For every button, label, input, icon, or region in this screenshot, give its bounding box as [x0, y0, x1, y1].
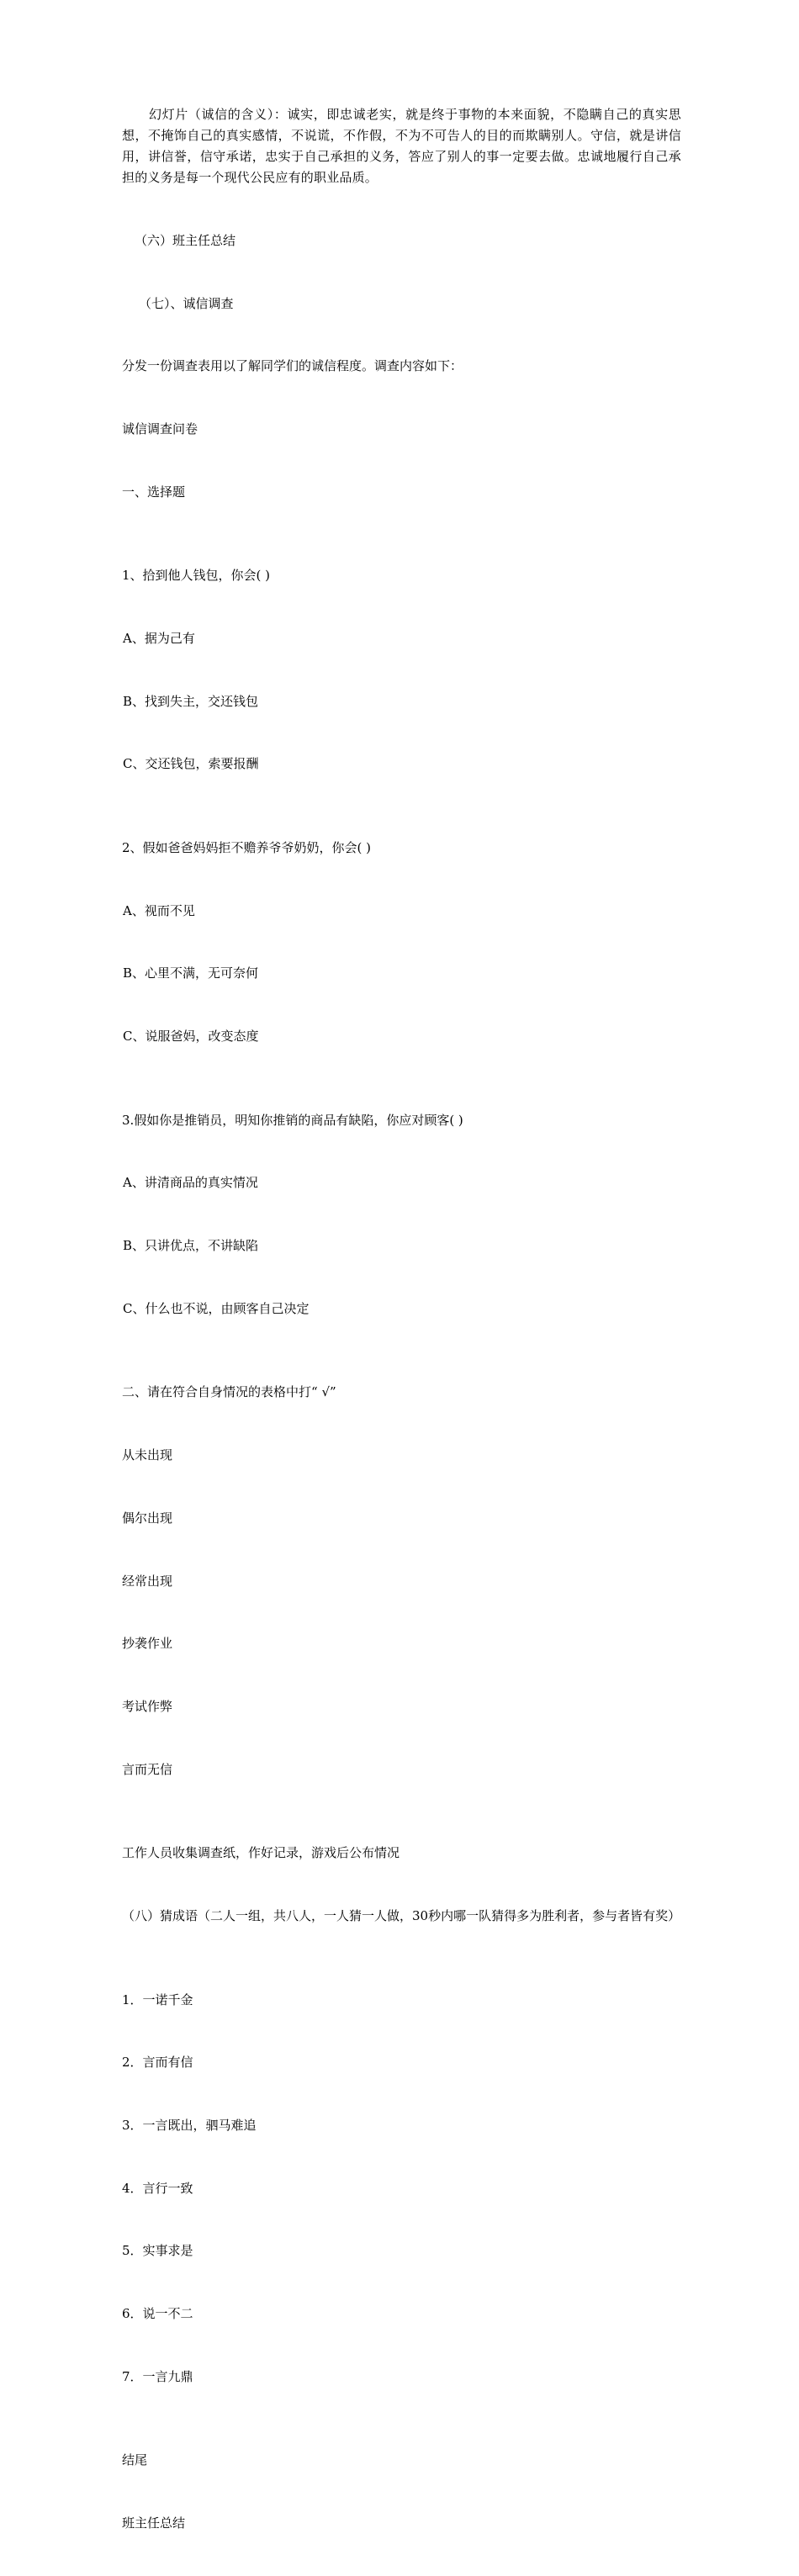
- question-2-option-b: B、心里不满，无可奈何: [123, 965, 259, 981]
- survey-intro: 分发一份调查表用以了解同学们的诚信程度。调查内容如下：: [122, 358, 463, 374]
- question-3-option-c: C、什么也不说，由顾客自己决定: [123, 1300, 310, 1316]
- section7-heading: （七）、诚信调查: [139, 295, 234, 311]
- question-2-option-a: A、视而不见: [123, 902, 195, 918]
- part1-heading: 一、选择题: [122, 484, 186, 500]
- idiom-2: 2．言而有信: [122, 2055, 193, 2071]
- idiom-6: 6．说一不二: [122, 2306, 193, 2322]
- question-1-option-b: B、找到失主，交还钱包: [123, 693, 259, 709]
- intro-paragraph: 幻灯片（诚信的含义）：诚实，即忠诚老实，就是终于事物的本来面貌，不隐瞒自己的真实思想，不掩饰自己的真实感情，不说谎，不作假，不为不可告人的目的而欺瞒别人。守信，就是讲信用，讲信誉，信守承诺，忠实于自己承担的义务，答应了别人的事一定要去做。忠诚地履行自己承担的义务是每一个现代公民应有的职业品质。: [122, 107, 681, 185]
- question-3-option-a: A、讲清商品的真实情况: [123, 1175, 258, 1191]
- question-3: 3.假如你是推销员，明知你推销的商品有缺陷，你应对顾客( ): [122, 1112, 463, 1128]
- idiom-4: 4．言行一致: [122, 2180, 193, 2196]
- ending-text: 班主任总结: [122, 2515, 186, 2531]
- survey-title: 诚信调查问卷: [122, 421, 198, 436]
- question-2: 2、假如爸爸妈妈拒不赡养爷爷奶奶，你会( ): [122, 839, 372, 855]
- question-1-option-a: A、据为己有: [123, 630, 195, 646]
- section6-heading: （六）班主任总结: [135, 232, 236, 248]
- idiom-1: 1．一诺千金: [122, 1992, 193, 2007]
- table-row-copy-homework: 抄袭作业: [122, 1636, 173, 1652]
- part2-heading: 二、请在符合自身情况的表格中打“ √”: [122, 1384, 336, 1400]
- table-column-often: 经常出现: [122, 1573, 173, 1589]
- table-column-never: 从未出现: [122, 1447, 173, 1463]
- question-1-option-c: C、交还钱包，索要报酬: [123, 756, 259, 772]
- idiom-3: 3．一言既出，驷马难追: [122, 2117, 257, 2133]
- staff-note: 工作人员收集调查纸，作好记录，游戏后公布情况: [122, 1845, 400, 1861]
- question-1: 1、拾到他人钱包，你会( ): [122, 568, 271, 584]
- table-row-break-promise: 言而无信: [122, 1761, 173, 1777]
- table-column-occasionally: 偶尔出现: [122, 1510, 173, 1526]
- ending-heading: 结尾: [122, 2452, 148, 2468]
- question-3-option-b: B、只讲优点，不讲缺陷: [123, 1238, 259, 1254]
- idiom-7: 7．一言九鼎: [122, 2368, 193, 2384]
- idiom-5: 5．实事求是: [122, 2243, 193, 2259]
- question-2-option-c: C、说服爸妈，改变态度: [123, 1029, 259, 1045]
- table-row-exam-cheating: 考试作弊: [122, 1698, 173, 1714]
- section8-heading: （八）猜成语（二人一组，共八人，一人猜一人做，30秒内哪一队猜得多为胜利者，参与者皆有奖）: [122, 1907, 681, 1923]
- body-lines: [122, 188, 681, 2576]
